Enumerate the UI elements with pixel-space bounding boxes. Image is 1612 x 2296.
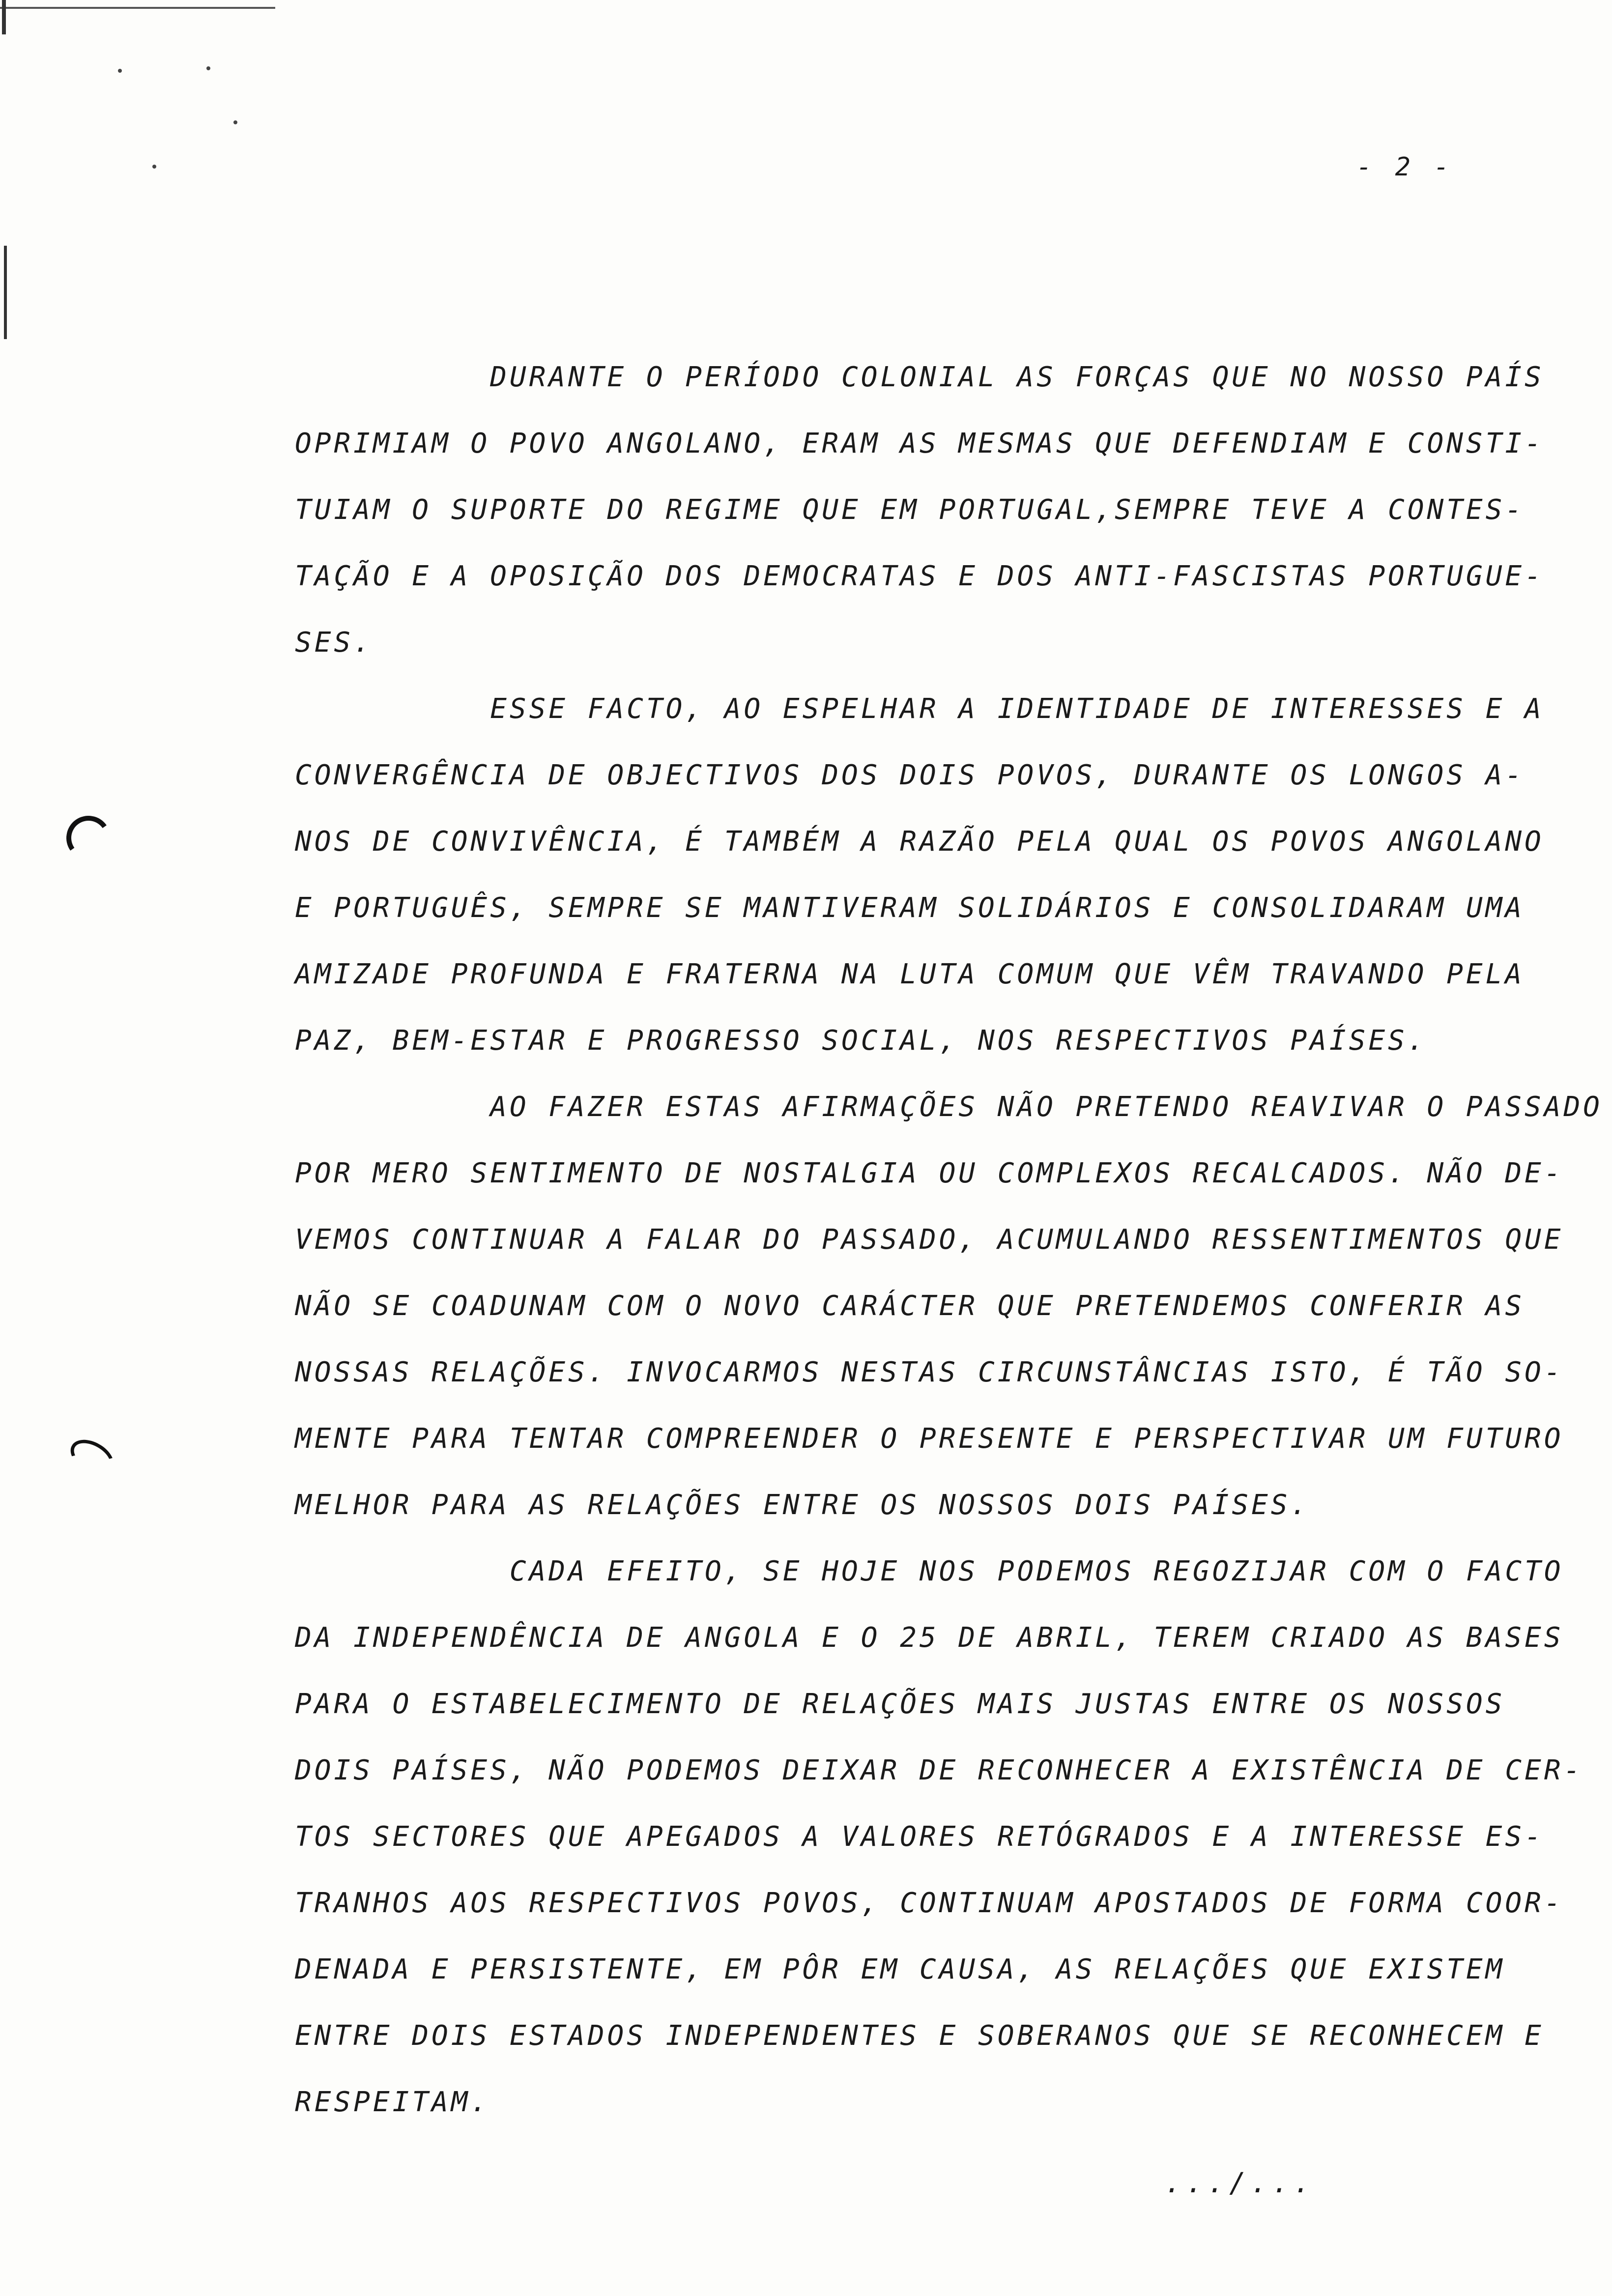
- text-line: CADA EFEITO, SE HOJE NOS PODEMOS REGOZIJAR COM O FACTO: [295, 1555, 1564, 1587]
- text-line: PARA O ESTABELECIMENTO DE RELAÇÕES MAIS JUSTAS ENTRE OS NOSSOS: [295, 1688, 1505, 1720]
- text-line: DENADA E PERSISTENTE, EM PÔR EM CAUSA, AS RELAÇÕES QUE EXISTEM: [295, 1953, 1505, 1985]
- text-line: DOIS PAÍSES, NÃO PODEMOS DEIXAR DE RECONHECER A EXISTÊNCIA DE CER-: [295, 1754, 1583, 1786]
- text-line: NÃO SE COADUNAM COM O NOVO CARÁCTER QUE PRETENDEMOS CONFERIR AS: [295, 1290, 1525, 1322]
- scan-speck: [206, 66, 210, 70]
- scan-speck: [152, 165, 156, 169]
- paragraph: [295, 344, 1583, 676]
- paragraph: [295, 676, 1583, 1074]
- text-line: E PORTUGUÊS, SEMPRE SE MANTIVERAM SOLIDÁRIOS E CONSOLIDARAM UMA: [295, 892, 1525, 924]
- paragraph: [295, 1538, 1583, 2135]
- continuation-mark: .../...: [1165, 2167, 1316, 2199]
- page-number: - 2 -: [1356, 152, 1453, 182]
- text-line: CONVERGÊNCIA DE OBJECTIVOS DOS DOIS POVOS, DURANTE OS LONGOS A-: [295, 759, 1525, 791]
- text-line: ENTRE DOIS ESTADOS INDEPENDENTES E SOBERANOS QUE SE RECONHECEM E: [295, 2020, 1544, 2052]
- text-line: AMIZADE PROFUNDA E FRATERNA NA LUTA COMUM QUE VÊM TRAVANDO PELA: [295, 958, 1525, 990]
- text-line: POR MERO SENTIMENTO DE NOSTALGIA OU COMPLEXOS RECALCADOS. NÃO DE-: [295, 1157, 1564, 1189]
- text-line: ESSE FACTO, AO ESPELHAR A IDENTIDADE DE INTERESSES E A: [295, 693, 1544, 725]
- letter-body: [295, 344, 1603, 2135]
- punch-hole-mark-upper: [63, 812, 114, 863]
- text-line: SES.: [295, 627, 373, 659]
- text-line: TAÇÃO E A OPOSIÇÃO DOS DEMOCRATAS E DOS ANTI-FASCISTAS PORTUGUE-: [295, 560, 1544, 592]
- text-line: MENTE PARA TENTAR COMPREENDER O PRESENTE E PERSPECTIVAR UM FUTURO: [295, 1423, 1564, 1455]
- scan-margin-bar: [4, 246, 7, 339]
- text-line: NOS DE CONVIVÊNCIA, É TAMBÉM A RAZÃO PELA QUAL OS POVOS ANGOLANO: [295, 826, 1544, 858]
- text-line: AO FAZER ESTAS AFIRMAÇÕES NÃO PRETENDO REAVIVAR O PASSADO: [295, 1091, 1603, 1123]
- scan-corner-mark: [2, 0, 6, 34]
- text-line: NOSSAS RELAÇÕES. INVOCARMOS NESTAS CIRCUNSTÂNCIAS ISTO, É TÃO SO-: [295, 1356, 1564, 1388]
- scan-speck: [118, 69, 122, 73]
- text-line: TRANHOS AOS RESPECTIVOS POVOS, CONTINUAM APOSTADOS DE FORMA COOR-: [295, 1887, 1564, 1919]
- text-line: TUIAM O SUPORTE DO REGIME QUE EM PORTUGAL,SEMPRE TEVE A CONTES-: [295, 494, 1525, 526]
- text-line: DA INDEPENDÊNCIA DE ANGOLA E O 25 DE ABRIL, TEREM CRIADO AS BASES: [295, 1622, 1564, 1654]
- scan-speck: [233, 120, 237, 124]
- scan-edge-rule: [0, 7, 275, 9]
- punch-hole-mark-lower: [64, 1433, 119, 1481]
- text-line: RESPEITAM.: [295, 2086, 490, 2118]
- paragraph: [295, 1074, 1603, 1538]
- text-line: DURANTE O PERÍODO COLONIAL AS FORÇAS QUE NO NOSSO PAÍS: [295, 361, 1544, 393]
- text-line: MELHOR PARA AS RELAÇÕES ENTRE OS NOSSOS DOIS PAÍSES.: [295, 1489, 1310, 1521]
- text-line: VEMOS CONTINUAR A FALAR DO PASSADO, ACUMULANDO RESSENTIMENTOS QUE: [295, 1224, 1564, 1256]
- text-line: OPRIMIAM O POVO ANGOLANO, ERAM AS MESMAS QUE DEFENDIAM E CONSTI-: [295, 428, 1544, 459]
- text-line: PAZ, BEM-ESTAR E PROGRESSO SOCIAL, NOS RESPECTIVOS PAÍSES.: [295, 1025, 1427, 1057]
- text-line: TOS SECTORES QUE APEGADOS A VALORES RETÓGRADOS E A INTERESSE ES-: [295, 1821, 1544, 1853]
